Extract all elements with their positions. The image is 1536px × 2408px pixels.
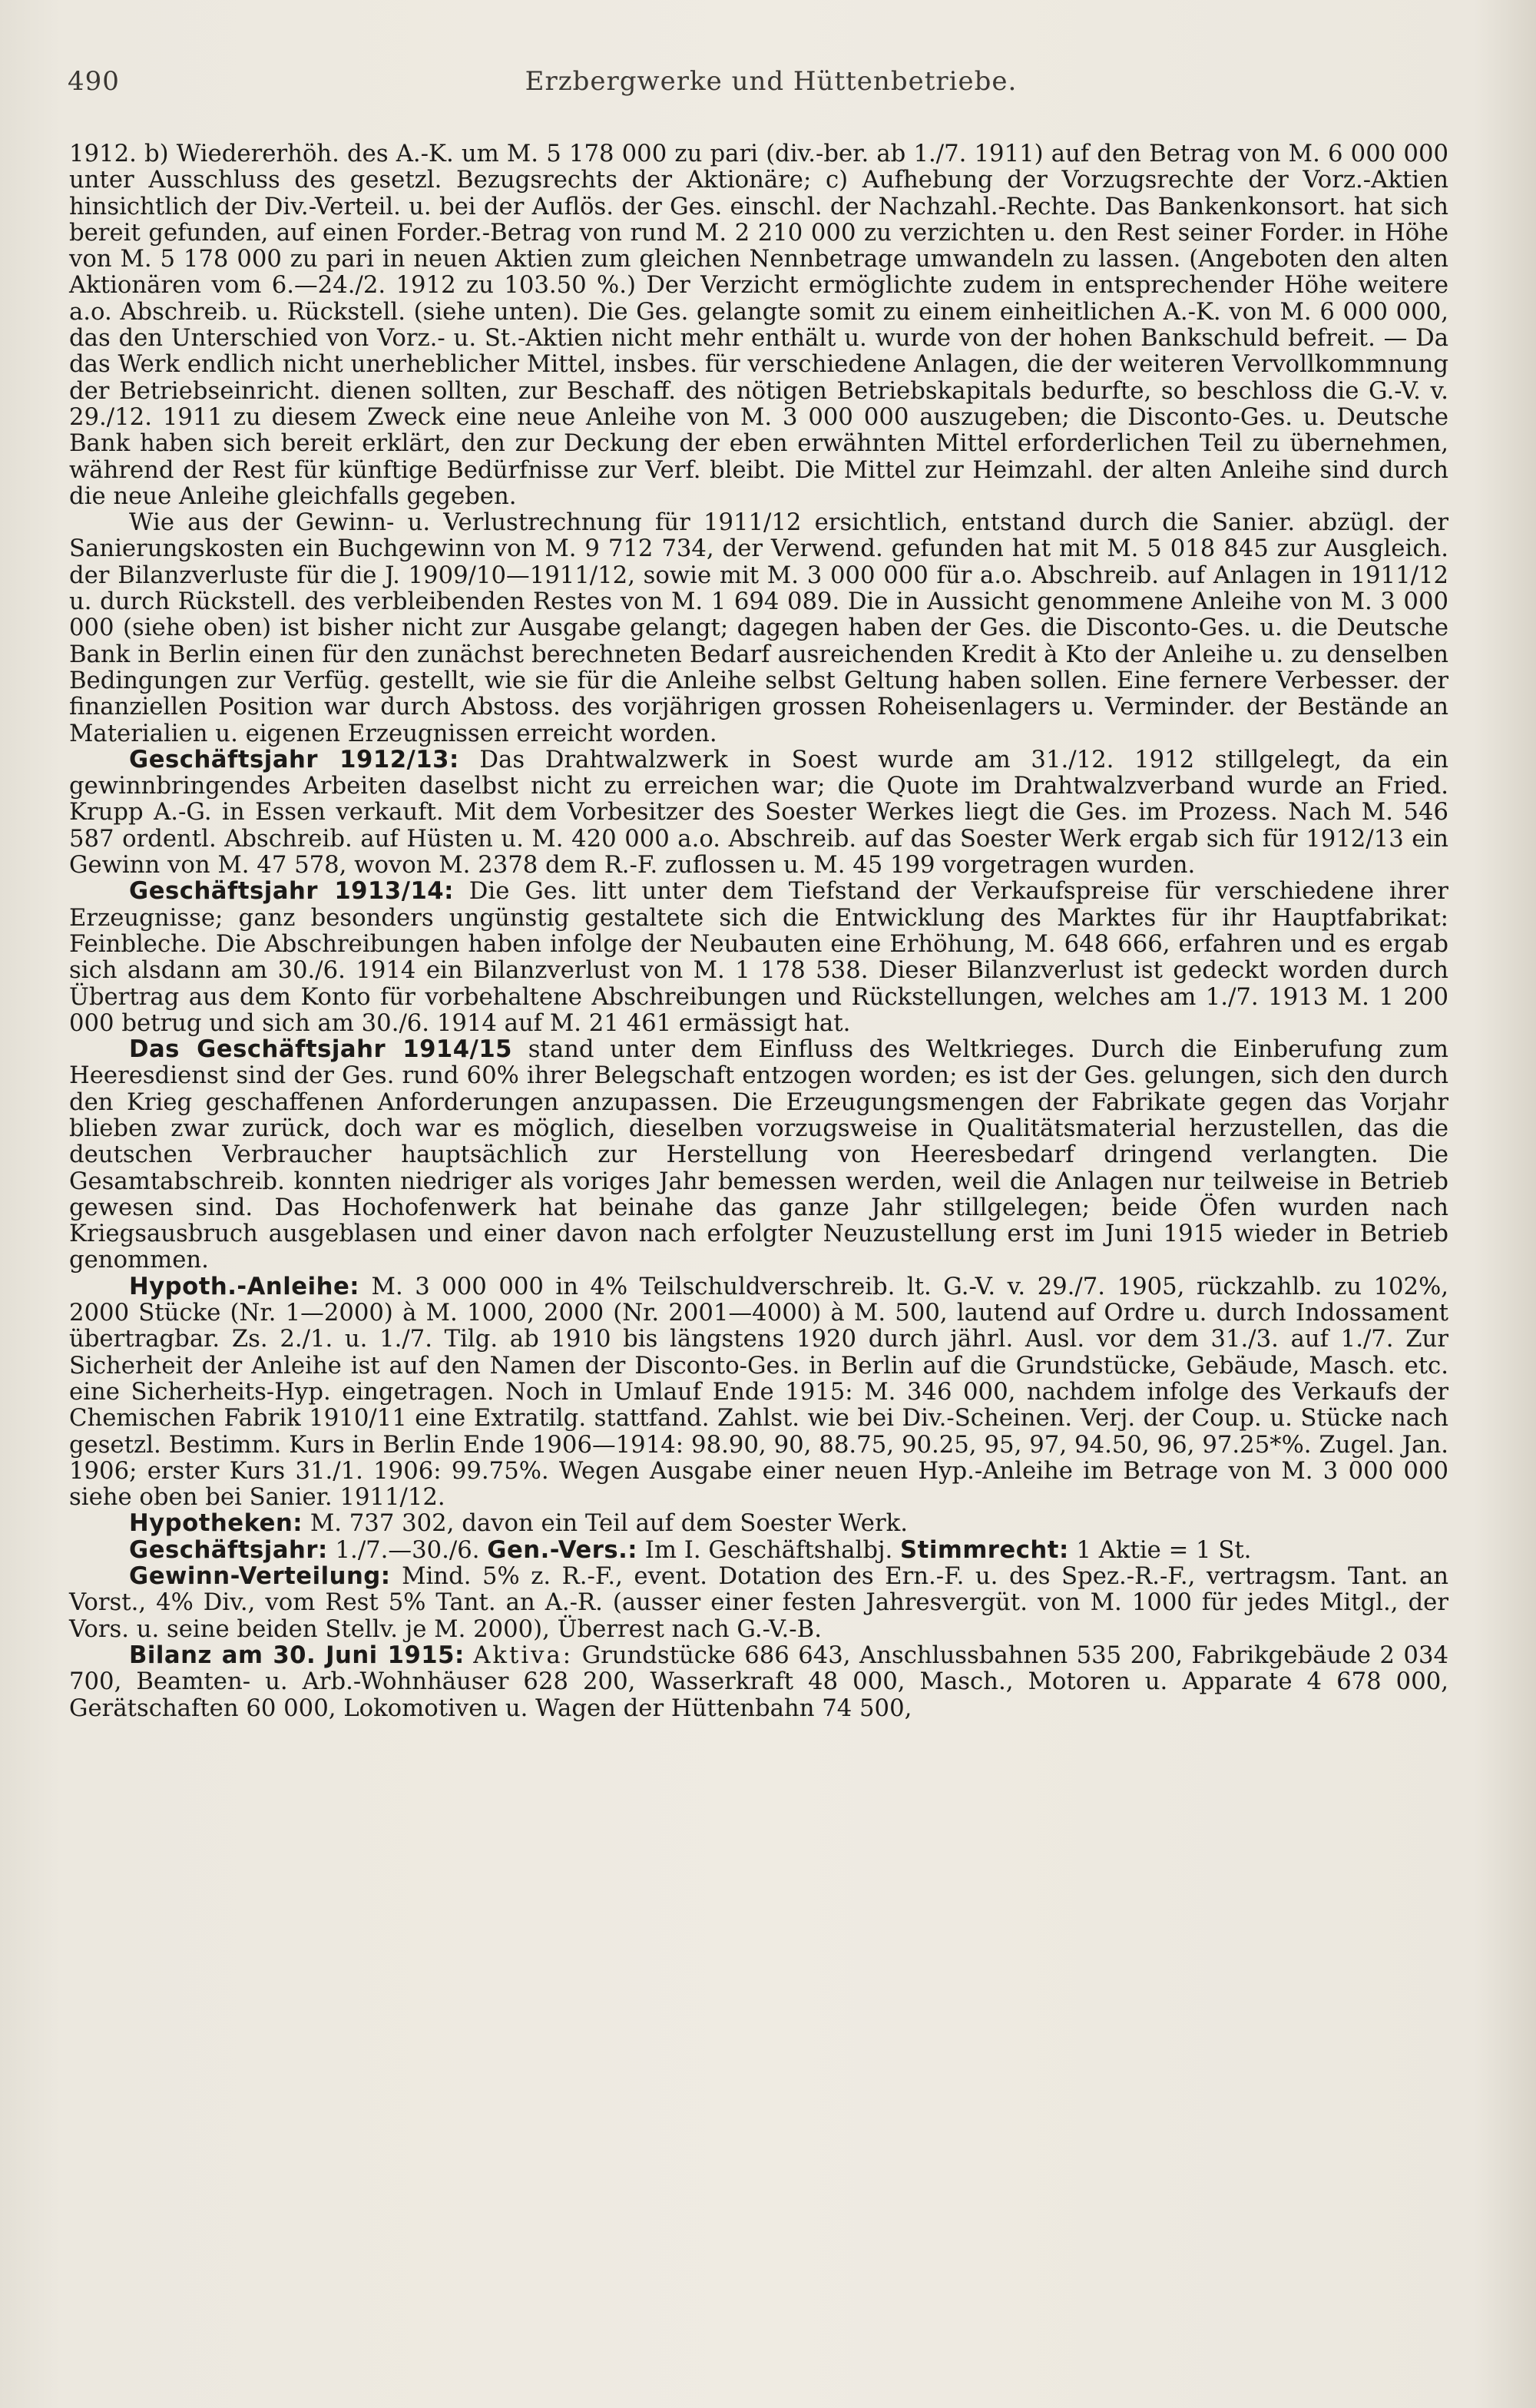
- section-label: Das Geschäftsjahr 1914/15: [129, 1036, 513, 1064]
- section-label: Geschäftsjahr 1913/14:: [129, 878, 454, 906]
- text-run: [465, 1642, 473, 1669]
- paragraph: [69, 1564, 1448, 1643]
- paragraph: [69, 1643, 1448, 1722]
- paragraph: [69, 141, 1448, 510]
- text-run: Mind. 5% z. R.-F., event. Dotation des Ern.-F. u. des Spez.-R.-F., vertragsm. Tant. an Vorst., 4% Div., vom Rest 5% Tant. an A.-R. (ausser einer festen Jahresvergüt. von M. 1000 für jedes Mitgl., der Vors. u. seine beiden Stellv. je M. 2000), Überrest nach G.-V.-B.: [69, 1563, 1448, 1643]
- text-run: Grundstücke 686 643, Anschlussbahnen 535 200, Fabrikgebäude 2 034 700, Beamten- u. Arb.-Wohnhäuser 628 200, Wasserkraft 48 000, Masch., Motoren u. Apparate 4 678 000, Gerätschaften 60 000, Lokomotiven u. Wagen der Hüttenbahn 74 500,: [69, 1641, 1448, 1722]
- page-header: [68, 66, 1475, 104]
- paragraph: [69, 510, 1448, 747]
- section-label: Geschäftsjahr:: [129, 1536, 328, 1564]
- section-label: Bilanz am 30. Juni 1915:: [129, 1641, 465, 1669]
- paragraph: [69, 1274, 1448, 1512]
- section-label: Geschäftsjahr 1912/13:: [129, 746, 459, 773]
- text-run: Das Drahtwalzwerk in Soest wurde am 31./12. 1912 stillgelegt, da ein gewinnbringendes Arbeiten daselbst nicht zu erreichen war; die Quote im Drahtwalzverband wurde an Fried. Krupp A.-G. in Essen verkauft. Mit dem Vorbesitzer des Soester Werkes liegt die Ges. im Prozess. Nach M. 546 587 ordentl. Abschreib. auf Hüsten u. M. 420 000 a.o. Abschreib. auf das Soester Werk ergab sich für 1912/13 ein Gewinn von M. 47 578, wovon M. 2378 dem R.-F. zuflossen u. M. 45 199 vorgetragen wurden.: [69, 746, 1448, 879]
- text-run: 1./7.—30./6.: [327, 1536, 488, 1564]
- text-run: stand unter dem Einfluss des Weltkrieges. Durch die Einberufung zum Heeresdienst sind der Ges. rund 60% ihrer Belegschaft entzogen worden; es ist der Ges. gelungen, sich den durch den Krieg geschaffenen Anforderungen anzupassen. Die Erzeugungsmengen der Fabrikate gegen das Vorjahr blieben zwar zurück, doch war es möglich, dieselben vorzugsweise in Qualitätsmaterial herzustellen, das die deutschen Verbraucher hauptsächlich zur Herstellung von Heeresbedarf dringend verlangten. Die Gesamtabschreib. konnten niedriger als voriges Jahr bemessen werden, weil die Anlagen nur teilweise in Betrieb gewesen sind. Das Hochofenwerk hat beinahe das ganze Jahr stillgelegen; beide Öfen wurden nach Kriegsausbruch ausgeblasen und einer davon nach erfolgter Neuzustellung erst im Juni 1915 wieder in Betrieb genommen.: [69, 1036, 1448, 1274]
- section-label: Hypotheken:: [129, 1510, 303, 1538]
- section-label: Stimmrecht:: [900, 1536, 1069, 1564]
- paragraph: [69, 1511, 1448, 1537]
- section-label: Gewinn-Verteilung:: [129, 1563, 391, 1591]
- paragraph: [69, 1037, 1448, 1274]
- section-label: Hypoth.-Anleihe:: [129, 1273, 360, 1300]
- section-label: Gen.-Vers.:: [487, 1536, 638, 1564]
- paragraph: [69, 1538, 1448, 1564]
- text-run: M. 737 302, davon ein Teil auf dem Soester Werk.: [303, 1510, 908, 1538]
- page-number: 490: [68, 66, 120, 97]
- text-run: Wie aus der Gewinn- u. Verlustrechnung für 1911/12 ersichtlich, entstand durch die Sanier. abzügl. der Sanierungskosten ein Buchgewinn von M. 9 712 734, der Verwend. gefunden hat mit M. 5 018 845 zur Ausgleich. der Bilanzverluste für die J. 1909/10—1911/12, sowie mit M. 3 000 000 für a.o. Abschreib. auf Anlagen in 1911/12 u. durch Rückstell. des verbleibenden Restes von M. 1 694 089. Die in Aussicht genommene Anleihe von M. 3 000 000 (siehe oben) ist bisher nicht zur Ausgabe gelangt; dagegen haben der Ges. die Disconto-Ges. u. die Deutsche Bank in Berlin einen für den zunächst berechneten Bedarf ausreichenden Kredit à Kto der Anleihe u. zu denselben Bedingungen zur Verfüg. gestellt, wie sie für die Anleihe selbst Geltung haben sollen. Eine fernere Verbesser. der finanziellen Position war durch Abstoss. des vorjährigen grossen Roheisenlagers u. Verminder. der Bestände an Materialien u. eigenen Erzeugnissen erreicht worden.: [69, 509, 1448, 747]
- text-run: M. 3 000 000 in 4% Teilschuldverschreib. lt. G.-V. v. 29./7. 1905, rückzahlb. zu 102%, 2000 Stücke (Nr. 1—2000) à M. 1000, 2000 (Nr. 2001—4000) à M. 500, lautend auf Ordre u. durch Indossament übertragbar. Zs. 2./1. u. 1./7. Tilg. ab 1910 bis längstens 1920 durch jährl. Ausl. vor dem 31./3. auf 1./7. Zur Sicherheit der Anleihe ist auf den Namen der Disconto-Ges. in Berlin auf die Grundstücke, Gebäude, Masch. etc. eine Sicherheits-Hyp. eingetragen. Noch in Umlauf Ende 1915: M. 346 000, nachdem infolge des Verkaufs der Chemischen Fabrik 1910/11 eine Extratilg. stattfand. Zahlst. wie bei Div.-Scheinen. Verj. der Coup. u. Stücke nach gesetzl. Bestimm. Kurs in Berlin Ende 1906—1914: 98.90, 90, 88.75, 90.25, 95, 97, 94.50, 96, 97.25*%. Zugel. Jan. 1906; erster Kurs 31./1. 1906: 99.75%. Wegen Ausgabe einer neuen Hyp.-Anleihe im Betrage von M. 3 000 000 siehe oben bei Sanier. 1911/12.: [69, 1273, 1448, 1512]
- body-text: [69, 141, 1448, 1722]
- text-run: 1 Aktie = 1 St.: [1068, 1536, 1252, 1564]
- text-run: Die Ges. litt unter dem Tiefstand der Verkaufspreise für verschiedene ihrer Erzeugnisse; ganz besonders ungünstig gestaltete sich die Entwicklung des Marktes für ihr Hauptfabrikat: Feinbleche. Die Abschreibungen haben infolge der Neubauten eine Erhöhung, M. 648 666, erfahren und es ergab sich alsdann am 30./6. 1914 ein Bilanzverlust von M. 1 178 538. Dieser Bilanzverlust ist gedeckt worden durch Übertrag aus dem Konto für vorbehaltene Abschreibungen und Rückstellungen, welches am 1./7. 1913 M. 1 200 000 betrug und sich am 30./6. 1914 auf M. 21 461 ermässigt hat.: [69, 878, 1448, 1037]
- running-head: Erzbergwerke und Hüttenbetriebe.: [525, 66, 1018, 97]
- paragraph: [69, 747, 1448, 879]
- spaced-term: Aktiva:: [473, 1641, 574, 1669]
- text-run: Im I. Geschäftshalbj.: [637, 1536, 901, 1564]
- text-run: 1912. b) Wiedererhöh. des A.-K. um M. 5 178 000 zu pari (div.-ber. ab 1./7. 1911) auf den Betrag von M. 6 000 000 unter Ausschluss des gesetzl. Bezugsrechts der Aktionäre; c) Aufhebung der Vorzugsrechte der Vorz.-Aktien hinsichtlich der Div.-Verteil. u. bei der Auflös. der Ges. einschl. der Nachzahl.-Rechte. Das Bankenkonsort. hat sich bereit gefunden, auf einen Forder.-Betrag von rund M. 2 210 000 zu verzichten u. den Rest seiner Forder. in Höhe von M. 5 178 000 zu pari in neuen Aktien zum gleichen Nennbetrage umwandeln zu lassen. (Angeboten den alten Aktionären vom 6.—24./2. 1912 zu 103.50 %.) Der Verzicht ermöglichte zudem in entsprechender Höhe weitere a.o. Abschreib. u. Rückstell. (siehe unten). Die Ges. gelangte somit zu einem einheitlichen A.-K. von M. 6 000 000, das den Unterschied von Vorz.- u. St.-Aktien nicht mehr enthält u. wurde von der hohen Bankschuld befreit. — Da das Werk endlich nicht unerheblicher Mittel, insbes. für verschiedene Anlagen, die der weiteren Vervollkommnung der Betriebseinricht. dienen sollten, zur Beschaff. des nötigen Betriebskapitals bedurfte, so beschloss die G.-V. v. 29./12. 1911 zu diesem Zweck eine neue Anleihe von M. 3 000 000 auszugeben; die Disconto-Ges. u. Deutsche Bank haben sich bereit erklärt, den zur Deckung der eben erwähnten Mittel erforderlichen Teil zu übernehmen, während der Rest für künftige Bedürfnisse zur Verf. bleibt. Die Mittel zur Heimzahl. der alten Anleihe sind durch die neue Anleihe gleichfalls gegeben.: [69, 141, 1448, 510]
- paragraph: [69, 879, 1448, 1037]
